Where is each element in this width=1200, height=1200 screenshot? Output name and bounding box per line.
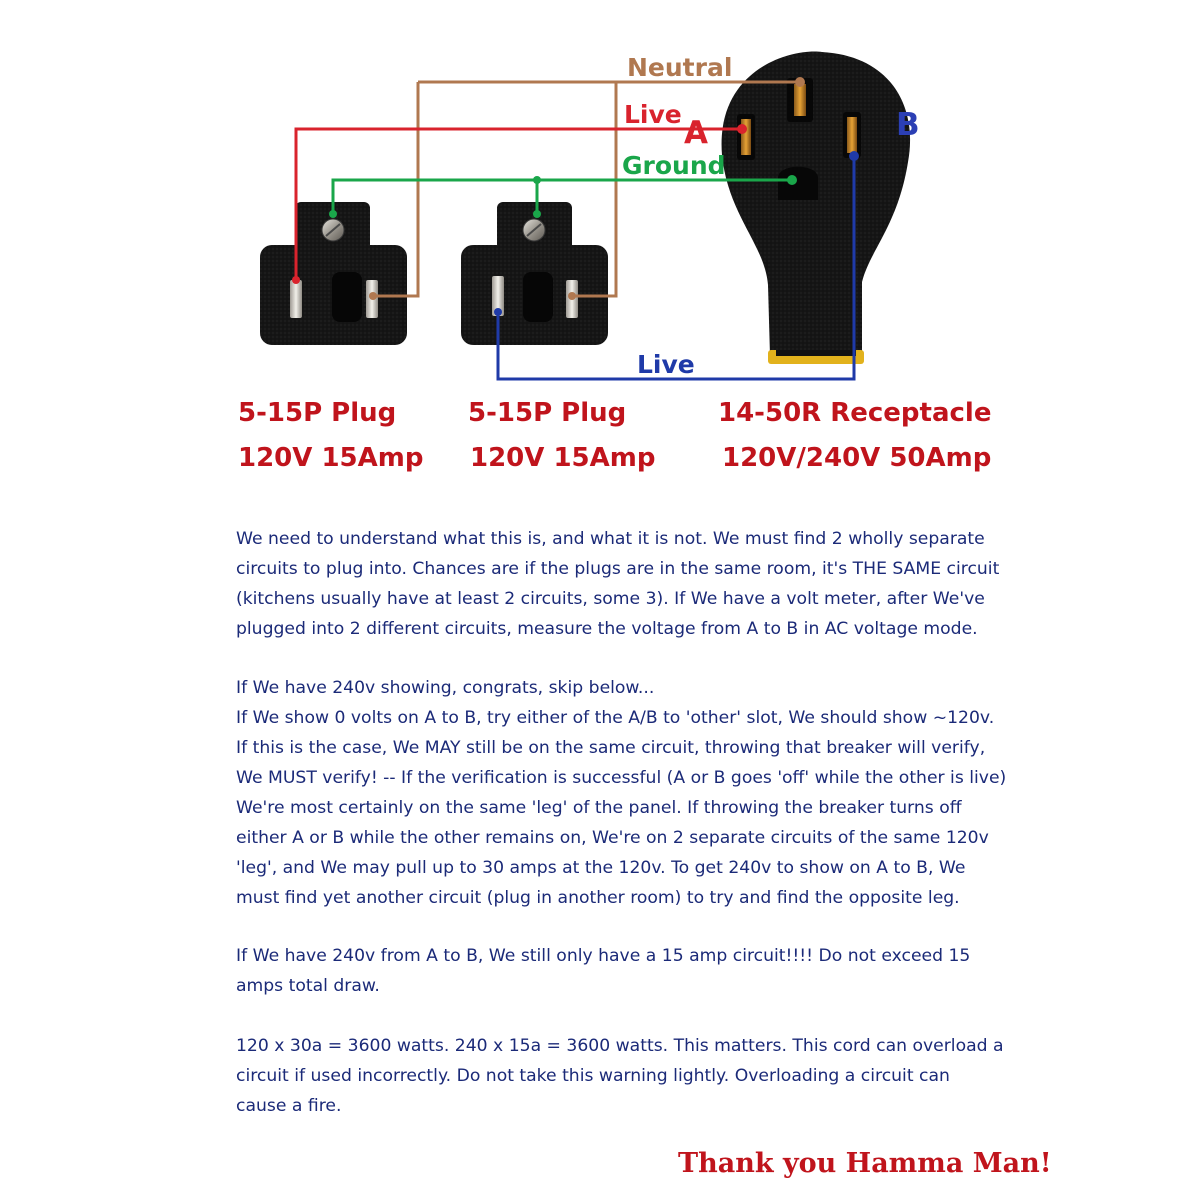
ground-dot-plug1	[329, 210, 337, 218]
text-line: must find yet another circuit (plug in another room) to try and find the opposite leg.	[236, 888, 960, 908]
terminal-a-label: A	[684, 115, 708, 151]
neutral-dot-plug2	[568, 292, 576, 300]
plug-5-15p-left-icon	[260, 202, 407, 345]
plug1-rating-caption: 120V 15Amp	[238, 443, 424, 473]
text-line: amps total draw.	[236, 976, 380, 996]
receptacle-14-50r-icon	[722, 52, 911, 364]
plug-5-15p-right-icon	[461, 202, 608, 345]
text-line: We need to understand what this is, and what it is not. We must find 2 wholly separate	[236, 529, 985, 549]
text-line: either A or B while the other remains on, We're on 2 separate circuits of the same 120v	[236, 828, 989, 848]
receptacle-rating-caption: 120V/240V 50Amp	[722, 443, 992, 473]
neutral-label: Neutral	[627, 53, 733, 82]
plug2-name-caption: 5-15P Plug	[468, 398, 627, 428]
live-a-label: Live	[624, 100, 682, 129]
text-line: If We have 240v showing, congrats, skip below...	[236, 678, 655, 698]
text-line: We're most certainly on the same 'leg' of the panel. If throwing the breaker turns off	[236, 798, 962, 818]
text-line: We MUST verify! -- If the verification is successful (A or B goes 'off' while the other is live)	[236, 768, 1007, 788]
ground-junction-dot	[533, 176, 541, 184]
paragraph-1	[236, 524, 1006, 644]
neutral-dot-plug1	[369, 292, 377, 300]
text-line: If this is the case, We MAY still be on the same circuit, throwing that breaker will verify,	[236, 738, 986, 758]
text-line: plugged into 2 different circuits, measure the voltage from A to B in AC voltage mode.	[236, 619, 978, 639]
receptacle-name-caption: 14-50R Receptacle	[718, 398, 992, 428]
paragraph-4	[236, 1031, 1006, 1121]
plug2-rating-caption: 120V 15Amp	[470, 443, 656, 473]
paragraph-2	[236, 673, 1006, 913]
live-dot-plug2	[494, 308, 502, 316]
live-b-terminal-dot	[849, 151, 859, 161]
text-line: cause a fire.	[236, 1096, 342, 1116]
neutral-terminal-dot	[795, 77, 805, 87]
live-a-terminal-dot	[737, 124, 747, 134]
ground-label: Ground	[622, 151, 726, 180]
text-line: If We have 240v from A to B, We still only have a 15 amp circuit!!!! Do not exceed 15	[236, 946, 971, 966]
live-dot-plug1	[292, 276, 300, 284]
terminal-b-label: B	[896, 107, 920, 143]
ground-dot-plug2	[533, 210, 541, 218]
thank-you-signoff: Thank you Hamma Man!	[678, 1148, 1052, 1179]
text-line: 120 x 30a = 3600 watts. 240 x 15a = 3600 watts. This matters. This cord can overload a	[236, 1036, 1004, 1056]
wiring-diagram	[0, 0, 1200, 400]
paragraph-3	[236, 941, 1006, 1001]
text-line: circuits to plug into. Chances are if the plugs are in the same room, it's THE SAME circuit	[236, 559, 1000, 579]
ground-terminal-dot	[787, 175, 797, 185]
plug1-name-caption: 5-15P Plug	[238, 398, 397, 428]
text-line: If We show 0 volts on A to B, try either of the A/B to 'other' slot, We should show ~120v.	[236, 708, 995, 728]
text-line: (kitchens usually have at least 2 circuits, some 3). If We have a volt meter, after We've	[236, 589, 985, 609]
text-line: circuit if used incorrectly. Do not take this warning lightly. Overloading a circuit can	[236, 1066, 950, 1086]
live-b-label: Live	[637, 350, 695, 379]
text-line: 'leg', and We may pull up to 30 amps at the 120v. To get 240v to show on A to B, We	[236, 858, 966, 878]
